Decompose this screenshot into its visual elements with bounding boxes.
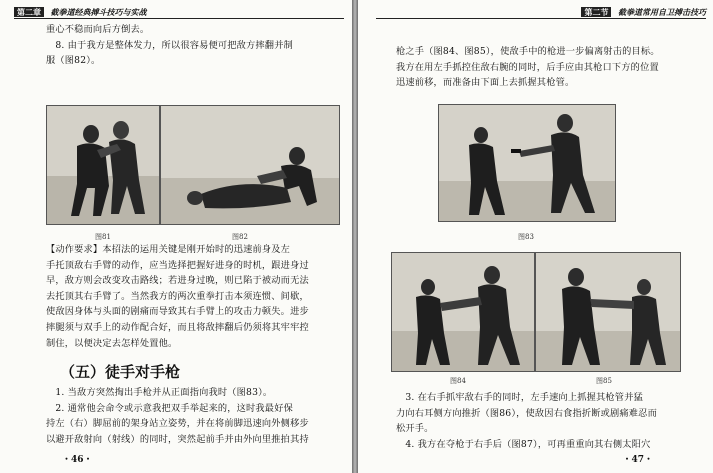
text-line: 重心不稳而向后方倒去。 [46, 24, 150, 35]
figure-84-caption: 图84 [450, 377, 466, 385]
text-line: 4. 我方在夺枪于右手后（图87），可再重重向其右侧太阳穴 [396, 438, 651, 450]
text-line: 8. 由于我方是整体发力，所以很容易便可把敌方摔翻并制 [46, 39, 293, 51]
left-bottom-text [46, 385, 344, 447]
left-top-text [46, 22, 338, 69]
section-title: （五）徒手对手枪 [60, 363, 181, 381]
figure-85-caption: 图85 [596, 377, 612, 385]
text-line: 制住，以便决定去怎样处置他。 [46, 337, 178, 349]
text-line: 2. 通常他会命令或示意我把双手举起来的，这时我最好保 [46, 402, 293, 414]
text-line: 【动作要求】本招法的运用关键是刚开始时的迅速前身及左 [46, 244, 291, 255]
figure-81-photo [46, 105, 160, 225]
right-top-text [396, 44, 696, 91]
left-page-number: ・46・ [62, 455, 93, 465]
figure-85-photo [535, 252, 681, 372]
left-running-header [14, 6, 344, 18]
left-action-text [46, 242, 344, 351]
left-page [0, 0, 352, 473]
text-line: 去托顶其右手臂了。当然我方的两次重拳打击本须连惯、间歇， [46, 290, 309, 302]
left-header-title: 截拳道经典搏斗技巧与实战 [50, 7, 147, 17]
right-header-chapter: 第二节 [581, 7, 611, 17]
figure-83-photo [438, 104, 616, 222]
right-page-number: ・47・ [622, 455, 653, 465]
text-line: 枪之手（图84、图85），使敌手中的枪进一步偏离射击的目标。 [396, 46, 660, 57]
right-header-title: 截拳道常用自卫搏击技巧 [618, 7, 706, 17]
right-running-header [376, 6, 706, 18]
text-line: 3. 在右手抓牢敌右手的同时，左手速向上抓握其枪管并猛 [396, 392, 643, 403]
text-line: 摔腿须与双手上的动作配合好，而且将敌摔翻后仍须将其牢牢控 [46, 321, 309, 333]
text-line: 服（图82）。 [46, 55, 101, 67]
text-line: 松开手。 [396, 423, 434, 435]
text-line: 迅速前移，而准备由下面上去抓握其枪管。 [396, 77, 575, 89]
text-line: 我方在用左手抓控住敌右腕的同时，后手应由其枪口下方的位置 [396, 61, 659, 73]
left-header-chapter: 第二章 [14, 7, 44, 17]
figure-82-caption: 图82 [232, 233, 248, 241]
text-line: 早，敌方则会改变攻击路线；若进身过晚，则已陷于被动而无法 [46, 275, 309, 287]
figure-84-photo [391, 252, 535, 372]
left-header-rule [14, 18, 344, 19]
right-page [358, 0, 713, 473]
figure-82-photo [160, 105, 340, 225]
text-line: 使敌因身体与头面的剧痛而导致其右手臂上的攻击力顿失。进步 [46, 306, 309, 318]
text-line: 以避开敌射向（射线）的同时，突然起前手并由外向里推拍其持 [46, 433, 309, 445]
right-header-block [581, 6, 706, 19]
text-line: 持左（右）脚屈前的架身站立姿势，并在将前脚迅速向外侧移步 [46, 418, 309, 430]
figure-81-caption: 图81 [95, 233, 111, 241]
text-line: 手托顶敌右手臂的动作，应当选择把握好进身的时机，跟进身过 [46, 259, 309, 271]
text-line: 1. 当敌方突然掏出手枪并从正面指向我时（图83）。 [46, 387, 273, 398]
text-line: 力向右耳侧方向推折（图86），使敌因右食指折断或剧痛难忍而 [396, 407, 657, 419]
figure-83-caption: 图83 [518, 233, 534, 241]
right-bottom-text [396, 390, 701, 452]
